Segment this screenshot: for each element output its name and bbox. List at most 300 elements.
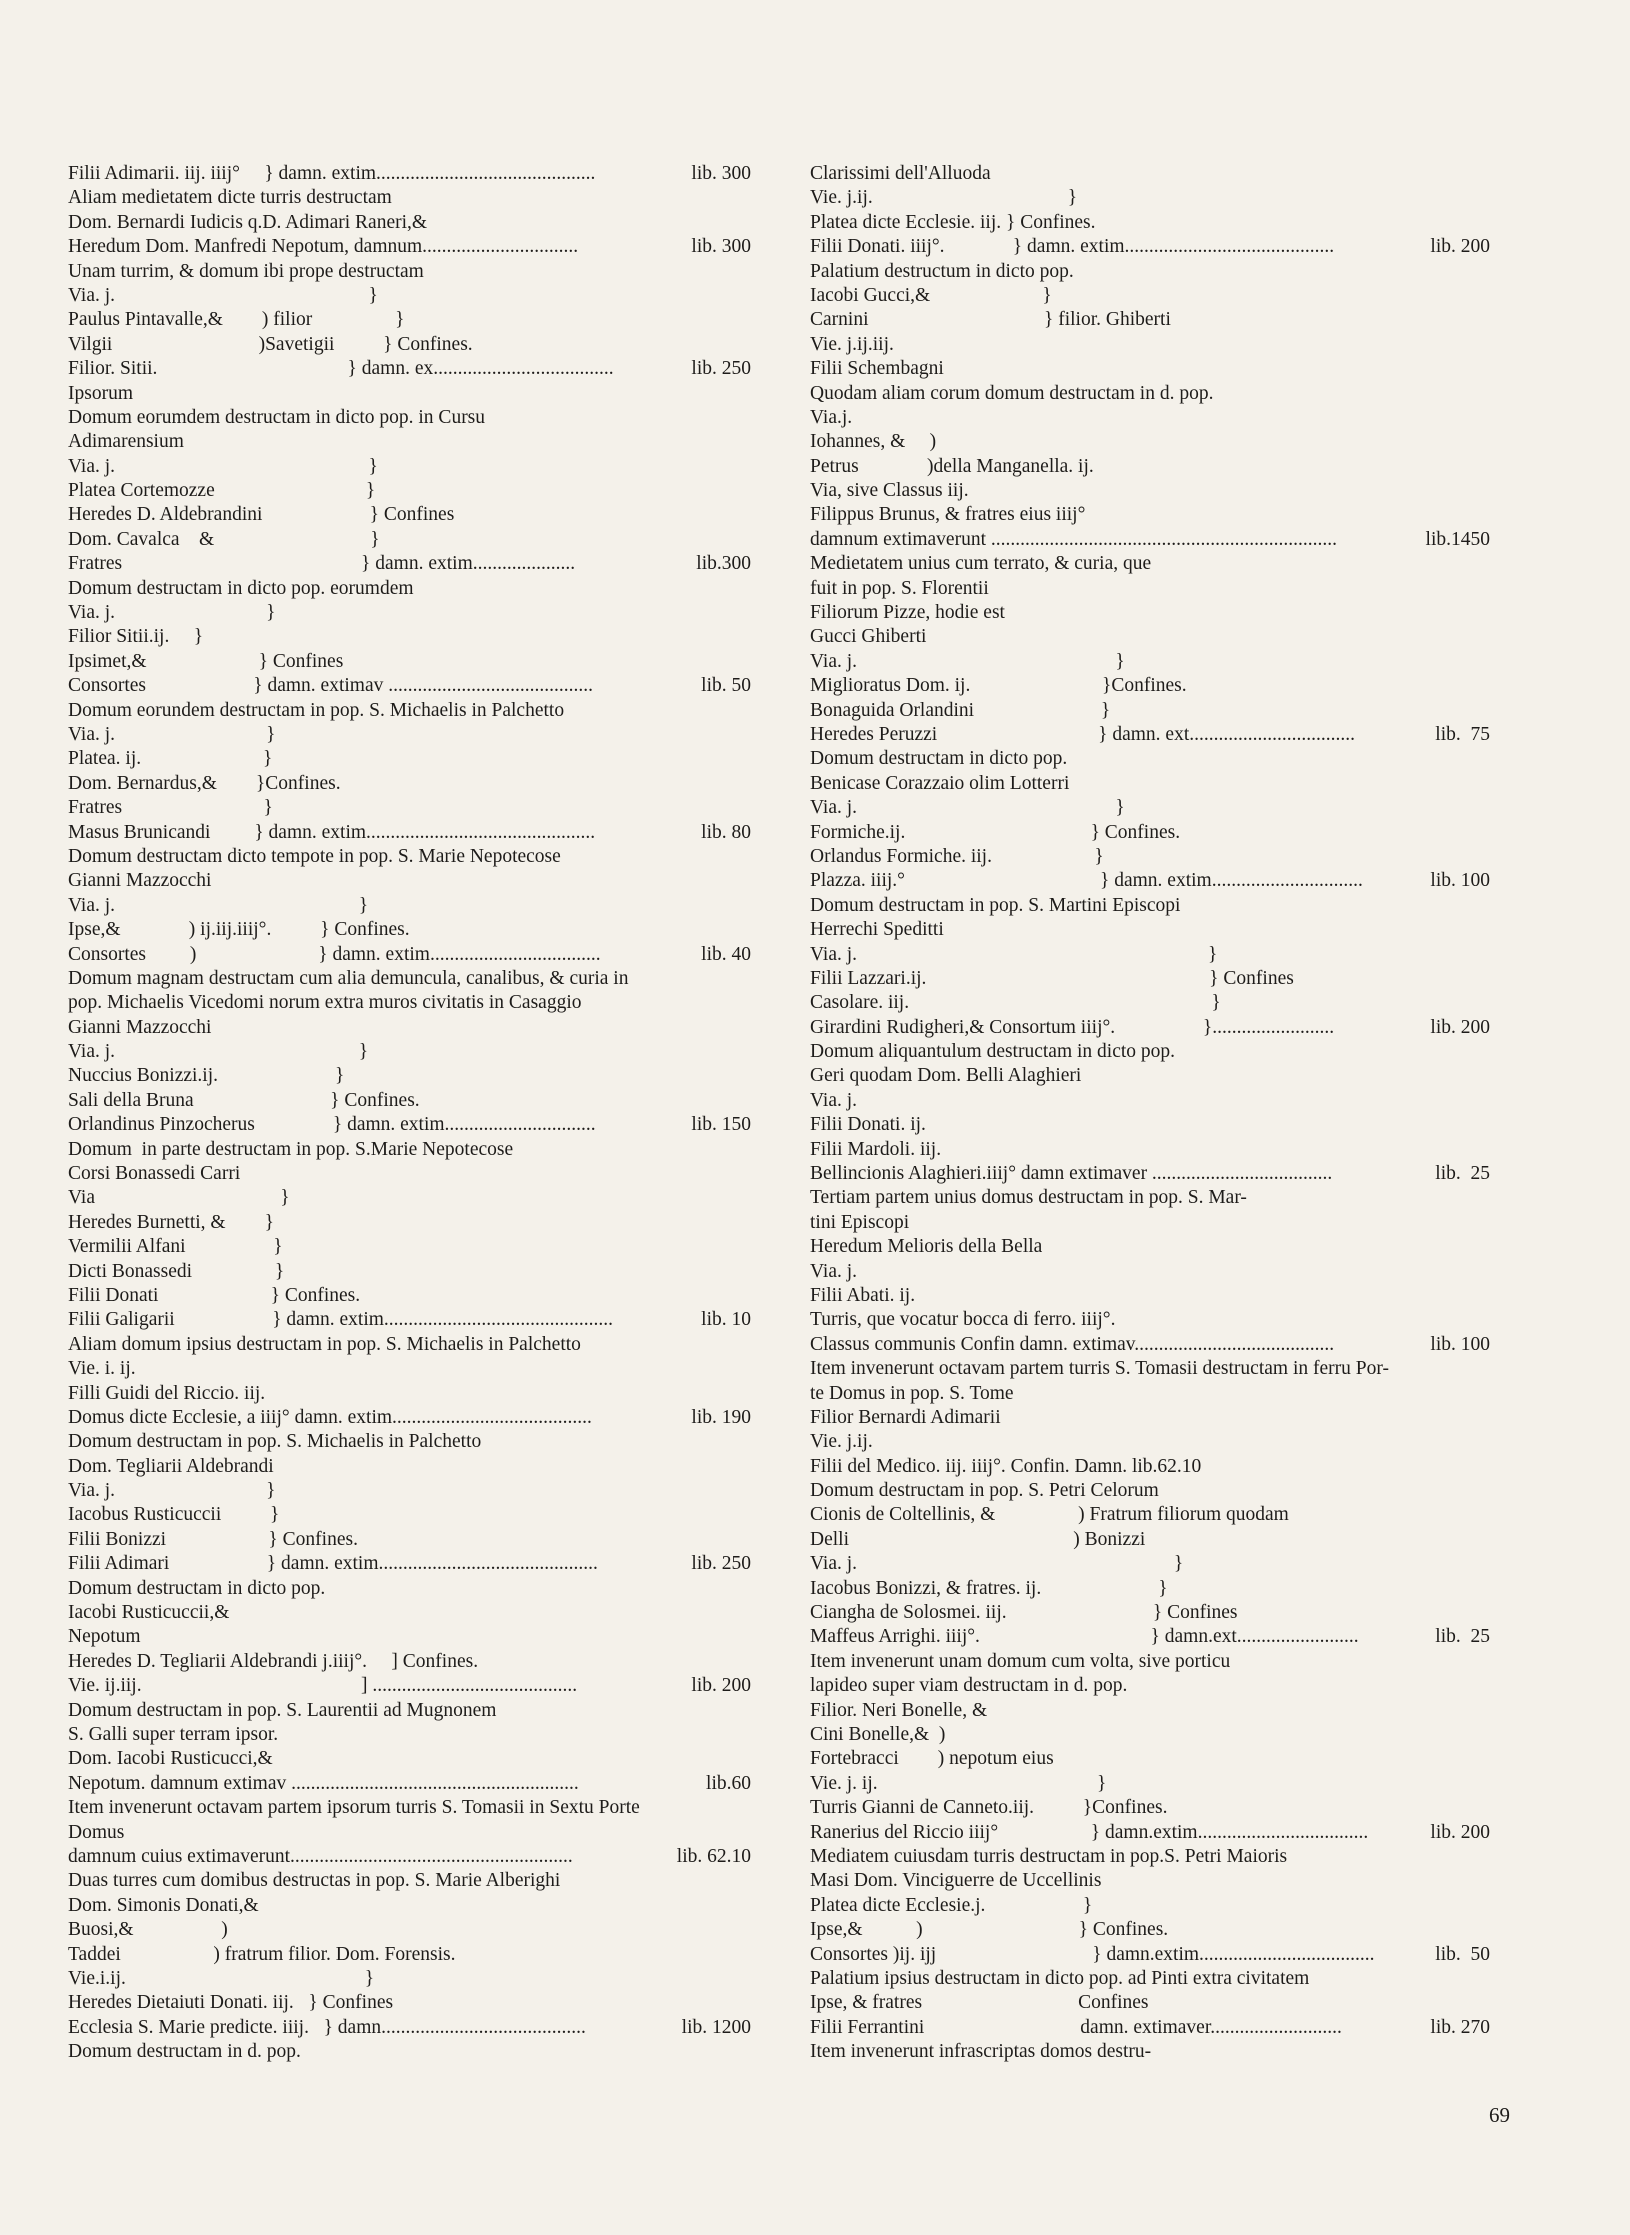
line-text: te Domus in pop. S. Tome — [810, 1382, 1014, 1404]
line-amount: lib. 200 — [1430, 1016, 1490, 1038]
line-text: Iacobus Rusticuccii } — [68, 1504, 280, 1526]
line-text: Domus dicte Ecclesie, a iiij° damn. extim......................................... — [68, 1406, 592, 1428]
line-text: Palatium destructum in dicto pop. — [810, 260, 1074, 282]
line-amount: lib. 200 — [1430, 236, 1490, 258]
line-amount: lib. 25 — [1435, 1163, 1490, 1185]
line-text: Ciangha de Solosmei. iij. } Confines — [810, 1602, 1238, 1624]
line-text: Consortes } damn. extimav .......................................... — [68, 675, 593, 697]
line-text: Vie. i. ij. — [68, 1358, 136, 1380]
line-text: Ipse, & fratres Confines — [810, 1992, 1149, 2014]
text-line — [810, 430, 1490, 454]
text-line — [68, 845, 751, 869]
text-line — [68, 1064, 751, 1088]
line-text: Domum destructam in pop. S. Petri Celorum — [810, 1480, 1159, 1502]
line-text: Turris, que vocatur bocca di ferro. iiij°. — [810, 1309, 1116, 1331]
text-line — [810, 260, 1490, 284]
line-text: Domum destructam in pop. S. Michaelis in Palchetto — [68, 1431, 482, 1453]
text-line — [68, 1284, 751, 1308]
line-text: Filli Guidi del Riccio. iij. — [68, 1382, 266, 1404]
line-amount: lib. 50 — [1435, 1943, 1490, 1965]
line-text: Medietatem unius cum terrato, & curia, que — [810, 553, 1152, 575]
text-line — [810, 1503, 1490, 1527]
line-text: Ipsorum — [68, 382, 133, 404]
text-line — [810, 894, 1490, 918]
text-line — [810, 1674, 1490, 1698]
line-text: Vie. ij.iij. ] .......................................... — [68, 1675, 578, 1697]
line-text: Domum magnam destructam cum alia demuncula, canalibus, & curia in — [68, 967, 629, 989]
line-text: Filior. Sitii. } damn. ex..................................... — [68, 358, 614, 380]
line-text: Filii Mardoli. iij. — [810, 1138, 942, 1160]
line-text: Domum destructam in pop. S. Martini Episcopi — [810, 894, 1181, 916]
text-line — [810, 1089, 1490, 1113]
text-line — [810, 918, 1490, 942]
text-line — [810, 943, 1490, 967]
line-text: Miglioratus Dom. ij. }Confines. — [810, 675, 1187, 697]
line-text: Filii Donati } Confines. — [68, 1284, 361, 1306]
line-text: Turris Gianni de Canneto.iij. }Confines. — [810, 1797, 1168, 1819]
line-text: Benicase Corazzaio olim Lotterri — [810, 772, 1070, 794]
line-text: Fortebracci ) nepotum eius — [810, 1748, 1054, 1770]
text-line — [68, 528, 751, 552]
line-text: Adimarensium — [68, 431, 184, 453]
text-line — [68, 699, 751, 723]
text-line — [68, 1577, 751, 1601]
line-text: Ipse,& ) } Confines. — [810, 1919, 1169, 1941]
text-line — [68, 967, 751, 991]
text-line — [68, 1040, 751, 1064]
text-line — [810, 1821, 1490, 1845]
text-line — [810, 503, 1490, 527]
line-amount: lib. 200 — [691, 1675, 751, 1697]
line-text: Geri quodam Dom. Belli Alaghieri — [810, 1065, 1082, 1087]
line-text: Via. j. } — [68, 723, 276, 745]
line-text: Cionis de Coltellinis, & ) Fratrum filiorum quodam — [810, 1504, 1289, 1526]
line-text: Fratres } — [68, 797, 273, 819]
line-text: Platea dicte Ecclesie. iij. } Confines. — [810, 211, 1096, 233]
text-line — [810, 211, 1490, 235]
line-amount: lib. 300 — [691, 236, 751, 258]
text-line — [68, 479, 751, 503]
line-text: Classus communis Confin damn. extimav......................................... — [810, 1333, 1335, 1355]
line-text: Domum destructam in d. pop. — [68, 2041, 301, 2063]
text-line — [68, 333, 751, 357]
text-line — [68, 1552, 751, 1576]
line-text: Item invenerunt octavam partem turris S. Tomasii destructam in ferru Por- — [810, 1358, 1389, 1380]
line-text: Buosi,& ) — [68, 1919, 228, 1941]
line-text: Masi Dom. Vinciguerre de Uccellinis — [810, 1870, 1102, 1892]
line-text: Domum eorundem destructam in pop. S. Michaelis in Palchetto — [68, 699, 565, 721]
line-text: Girardini Rudigheri,& Consortum iiij°. }......................... — [810, 1016, 1335, 1038]
line-text: Cini Bonelle,& ) — [810, 1724, 946, 1745]
text-line — [810, 1260, 1490, 1284]
text-line — [68, 1455, 751, 1479]
text-line — [68, 1235, 751, 1259]
text-line — [68, 1260, 751, 1284]
text-line — [810, 1235, 1490, 1259]
text-line — [810, 1552, 1490, 1576]
line-amount: lib. 150 — [691, 1114, 751, 1136]
text-line — [68, 869, 751, 893]
line-text: Mediatem cuiusdam turris destructam in pop.S. Petri Maioris — [810, 1845, 1288, 1867]
line-text: S. Galli super terram ipsor. — [68, 1724, 279, 1745]
line-amount: lib. 62.10 — [676, 1845, 751, 1867]
text-line — [68, 1357, 751, 1381]
text-line — [810, 747, 1490, 771]
line-text: Sali della Bruna } Confines. — [68, 1089, 420, 1111]
line-text: damnum extimaverunt ....................................................................... — [810, 528, 1337, 550]
text-line — [810, 1479, 1490, 1503]
line-text: Via.j. — [810, 406, 853, 428]
text-line — [810, 967, 1490, 991]
text-line — [810, 235, 1490, 259]
line-amount: lib. 40 — [701, 943, 751, 965]
line-text: Casolare. iij. } — [810, 992, 1221, 1014]
text-line — [810, 821, 1490, 845]
text-line — [68, 162, 751, 186]
text-line — [68, 723, 751, 747]
text-line — [810, 1284, 1490, 1308]
line-text: Via. j. } — [68, 1480, 276, 1502]
text-line — [68, 2040, 751, 2064]
text-line — [810, 625, 1490, 649]
line-text: Ipsimet,& } Confines — [68, 650, 344, 672]
text-line — [68, 1211, 751, 1235]
line-text: Filippus Brunus, & fratres eius iiij° — [810, 504, 1086, 526]
line-text: Heredes D. Tegliarii Aldebrandi j.iiij°. ] Confines. — [68, 1650, 479, 1672]
line-text: Clarissimi dell'Alluoda — [810, 163, 991, 184]
text-line — [810, 1162, 1490, 1186]
text-line — [810, 1382, 1490, 1406]
line-text: Iacobi Gucci,& } — [810, 284, 1052, 306]
text-line — [810, 991, 1490, 1015]
line-text: Filior Sitii.ij. } — [68, 626, 204, 648]
line-text: Bellincionis Alaghieri.iiij° damn extimaver ..................................... — [810, 1163, 1333, 1185]
text-line — [810, 382, 1490, 406]
line-text: Heredes Peruzzi } damn. ext.................................. — [810, 723, 1355, 745]
line-text: Plazza. iiij.° } damn. extim............................... — [810, 870, 1363, 892]
text-line — [68, 894, 751, 918]
text-line — [68, 1796, 751, 1820]
line-text: Platea Cortemozze } — [68, 480, 376, 502]
text-line — [810, 1430, 1490, 1454]
right-column — [810, 162, 1490, 2064]
text-line — [68, 1430, 751, 1454]
line-text: Nepotum — [68, 1626, 141, 1648]
text-line — [810, 1308, 1490, 1332]
line-text: Quodam aliam corum domum destructam in d. pop. — [810, 382, 1214, 404]
line-text: Consortes ) } damn. extim................................... — [68, 943, 601, 965]
text-line — [68, 1869, 751, 1893]
line-amount: lib. 250 — [691, 358, 751, 380]
line-text: Petrus )della Manganella. ij. — [810, 455, 1094, 477]
text-line — [810, 455, 1490, 479]
text-line — [810, 1186, 1490, 1210]
line-text: Filii Donati. iiij°. } damn. extim........................................... — [810, 236, 1335, 258]
line-text: pop. Michaelis Vicedomi norum extra muros civitatis in Casaggio — [68, 992, 582, 1014]
text-line — [810, 869, 1490, 893]
line-text: Dom. Bernardi Iudicis q.D. Adimari Raneri,& — [68, 211, 428, 233]
line-text: Heredes Burnetti, & } — [68, 1211, 274, 1233]
line-amount: lib. 25 — [1435, 1626, 1490, 1648]
text-line — [68, 1333, 751, 1357]
text-line — [68, 918, 751, 942]
line-text: Filii Adimarii. iij. iiij° } damn. extim............................................. — [68, 163, 596, 184]
line-amount: lib. 270 — [1430, 2016, 1490, 2038]
line-text: Heredum Dom. Manfredi Nepotum, damnum................................ — [68, 236, 579, 258]
line-text: Filii Lazzari.ij. } Confines — [810, 967, 1294, 989]
line-text: Filior Bernardi Adimarii — [810, 1406, 1001, 1428]
line-text: Aliam domum ipsius destructam in pop. S. Michaelis in Palchetto — [68, 1333, 581, 1355]
line-text: Delli ) Bonizzi — [810, 1528, 1146, 1550]
line-amount: lib. 10 — [701, 1309, 751, 1331]
line-text: Unam turrim, & domum ibi prope destructam — [68, 260, 424, 282]
line-text: Via. j. } — [68, 455, 378, 477]
line-text: Iacobi Rusticuccii,& — [68, 1602, 230, 1624]
line-text: Via } — [68, 1187, 290, 1209]
text-line — [810, 1723, 1490, 1747]
text-line — [810, 1333, 1490, 1357]
line-text: Domus — [68, 1821, 125, 1843]
line-text: Via. j. } — [68, 1041, 369, 1063]
text-line — [68, 747, 751, 771]
text-line — [68, 284, 751, 308]
line-text: Heredum Melioris della Bella — [810, 1236, 1043, 1258]
text-line — [810, 1455, 1490, 1479]
text-line — [810, 1869, 1490, 1893]
line-text: Filii Abati. ij. — [810, 1284, 916, 1306]
line-text: Carnini } filior. Ghiberti — [810, 309, 1171, 331]
text-line — [68, 1918, 751, 1942]
text-line — [68, 1503, 751, 1527]
text-line — [810, 1528, 1490, 1552]
line-amount: lib.60 — [706, 1772, 751, 1794]
line-text: Formiche.ij. } Confines. — [810, 821, 1181, 843]
text-line — [68, 503, 751, 527]
line-text: Vie. j.ij. — [810, 1431, 873, 1453]
line-text: Via. j. } — [810, 797, 1125, 819]
text-line — [810, 650, 1490, 674]
text-line — [68, 821, 751, 845]
text-line — [810, 1138, 1490, 1162]
line-amount: lib. 1200 — [681, 2016, 751, 2038]
line-text: Vermilii Alfani } — [68, 1236, 283, 1258]
line-text: Filii Schembagni — [810, 358, 944, 380]
text-line — [810, 528, 1490, 552]
line-text: Ipse,& ) ij.iij.iiij°. } Confines. — [68, 919, 410, 941]
line-text: Iacobus Bonizzi, & fratres. ij. } — [810, 1577, 1168, 1599]
line-text: Domum destructam in pop. S. Laurentii ad Mugnonem — [68, 1699, 497, 1721]
text-line — [68, 357, 751, 381]
text-line — [810, 1845, 1490, 1869]
line-text: Filii Adimari } damn. extim............................................. — [68, 1553, 598, 1575]
text-line — [68, 796, 751, 820]
text-line — [68, 1016, 751, 1040]
line-text: Dom. Bernardus,& }Confines. — [68, 772, 341, 794]
text-line — [68, 1382, 751, 1406]
line-text: Bonaguida Orlandini } — [810, 699, 1111, 721]
line-text: Domum aliquantulum destructam in dicto pop. — [810, 1041, 1176, 1063]
line-text: Item invenerunt unam domum cum volta, sive porticu — [810, 1650, 1231, 1672]
text-line — [68, 625, 751, 649]
text-line — [810, 406, 1490, 430]
line-text: Dom. Iacobi Rusticucci,& — [68, 1748, 273, 1770]
line-text: Dom. Simonis Donati,& — [68, 1894, 259, 1916]
text-line — [68, 1674, 751, 1698]
line-text: Maffeus Arrighi. iiij°. } damn.ext......................... — [810, 1626, 1359, 1648]
text-line — [810, 284, 1490, 308]
line-text: Domum destructam in dicto pop. — [68, 1577, 326, 1599]
line-text: Domum in parte destructam in pop. S.Marie Nepotecose — [68, 1138, 514, 1160]
text-line — [68, 1772, 751, 1796]
text-line — [810, 1016, 1490, 1040]
text-line — [810, 796, 1490, 820]
line-text: Corsi Bonassedi Carri — [68, 1163, 241, 1185]
line-text: Masus Brunicandi } damn. extim............................................... — [68, 821, 596, 843]
line-text: Fratres } damn. extim..................... — [68, 553, 576, 575]
text-line — [810, 845, 1490, 869]
text-line — [810, 162, 1490, 186]
text-line — [810, 1747, 1490, 1771]
text-line — [68, 430, 751, 454]
text-line — [810, 1894, 1490, 1918]
text-line — [68, 2016, 751, 2040]
line-text: Platea dicte Ecclesie.j. } — [810, 1894, 1093, 1916]
line-text: Vie. j. ij. } — [810, 1772, 1107, 1794]
text-line — [68, 1406, 751, 1430]
line-text: Herrechi Speditti — [810, 919, 944, 941]
text-line — [68, 1528, 751, 1552]
text-line — [810, 601, 1490, 625]
text-line — [68, 211, 751, 235]
line-amount: lib. 300 — [691, 163, 751, 184]
line-text: Gianni Mazzocchi — [68, 1016, 212, 1038]
text-line — [68, 1625, 751, 1649]
text-line — [68, 235, 751, 259]
line-text: Filior. Neri Bonelle, & — [810, 1699, 988, 1721]
line-text: Via. j. — [810, 1260, 858, 1282]
text-line — [68, 455, 751, 479]
text-line — [810, 1357, 1490, 1381]
text-line — [68, 1747, 751, 1771]
text-line — [68, 1991, 751, 2015]
text-line — [810, 1699, 1490, 1723]
line-text: Filii Ferrantini damn. extimaver........................... — [810, 2016, 1342, 2038]
line-text: Filii Bonizzi } Confines. — [68, 1528, 358, 1550]
text-line — [810, 1406, 1490, 1430]
line-text: Orlandus Formiche. iij. } — [810, 845, 1104, 867]
line-text: Via. j. } — [68, 284, 378, 306]
line-text: Via. j. } — [810, 1553, 1184, 1575]
text-line — [68, 577, 751, 601]
line-text: Filii Galigarii } damn. extim............................................... — [68, 1309, 614, 1331]
line-text: Paulus Pintavalle,& ) filior } — [68, 309, 405, 331]
line-text: Filii Donati. ij. — [810, 1114, 926, 1136]
text-line — [68, 1967, 751, 1991]
text-line — [810, 1772, 1490, 1796]
text-line — [810, 1650, 1490, 1674]
text-line — [810, 1943, 1490, 1967]
line-text: Dom. Tegliarii Aldebrandi — [68, 1455, 274, 1477]
line-text: Heredes D. Aldebrandini } Confines — [68, 504, 455, 526]
text-line — [810, 1625, 1490, 1649]
line-text: fuit in pop. S. Florentii — [810, 577, 989, 599]
line-text: Heredes Dietaiuti Donati. iij. } Confines — [68, 1992, 394, 2014]
text-line — [810, 479, 1490, 503]
line-amount: lib. 100 — [1430, 1333, 1490, 1355]
line-amount: lib. 190 — [691, 1406, 751, 1428]
text-line — [810, 1796, 1490, 1820]
text-line — [68, 1650, 751, 1674]
line-text: Item invenerunt infrascriptas domos destru- — [810, 2041, 1152, 2063]
line-text: Via. j. } — [810, 650, 1125, 672]
text-line — [810, 1918, 1490, 1942]
text-line — [810, 1040, 1490, 1064]
text-line — [68, 382, 751, 406]
text-line — [68, 1894, 751, 1918]
text-line — [68, 308, 751, 332]
text-line — [68, 943, 751, 967]
line-amount: lib. 200 — [1430, 1821, 1490, 1843]
text-line — [68, 991, 751, 1015]
text-line — [68, 1943, 751, 1967]
line-text: Domum destructam in dicto pop. — [810, 748, 1068, 770]
line-text: Vie.i.ij. } — [68, 1967, 375, 1989]
line-text: Gucci Ghiberti — [810, 626, 927, 648]
text-line — [68, 674, 751, 698]
line-text: Item invenerunt octavam partem ipsorum turris S. Tomasii in Sextu Porte — [68, 1797, 640, 1819]
text-line — [810, 1577, 1490, 1601]
line-text: Filiorum Pizze, hodie est — [810, 602, 1005, 624]
line-text: Vilgii )Savetigii } Confines. — [68, 333, 473, 355]
text-line — [68, 1723, 751, 1747]
text-line — [810, 186, 1490, 210]
text-line — [68, 1138, 751, 1162]
line-amount: lib. 100 — [1430, 870, 1490, 892]
text-line — [68, 1479, 751, 1503]
line-amount: lib.300 — [696, 553, 751, 575]
line-text: Iohannes, & ) — [810, 431, 937, 453]
text-line — [810, 1113, 1490, 1137]
line-text: lapideo super viam destructam in d. pop. — [810, 1675, 1128, 1697]
text-line — [810, 1211, 1490, 1235]
line-text: Taddei ) fratrum filior. Dom. Forensis. — [68, 1943, 456, 1965]
text-line — [810, 308, 1490, 332]
line-amount: lib. 50 — [701, 675, 751, 697]
text-line — [68, 406, 751, 430]
line-text: Gianni Mazzocchi — [68, 870, 212, 892]
line-text: Via. j. — [810, 1089, 858, 1111]
line-text: Via. j. } — [68, 894, 369, 916]
line-text: Nuccius Bonizzi.ij. } — [68, 1065, 345, 1087]
line-amount: lib.1450 — [1425, 528, 1490, 550]
text-line — [68, 601, 751, 625]
line-text: Via. j. } — [810, 943, 1218, 965]
line-text: Consortes )ij. ijj } damn.extim.................................... — [810, 1943, 1375, 1965]
line-text: tini Episcopi — [810, 1211, 910, 1233]
text-line — [68, 1821, 751, 1845]
line-text: Dicti Bonassedi } — [68, 1260, 285, 1282]
text-line — [810, 1064, 1490, 1088]
text-line — [810, 2040, 1490, 2064]
text-line — [810, 723, 1490, 747]
line-text: Domum destructam dicto tempote in pop. S. Marie Nepotecose — [68, 845, 561, 867]
text-line — [68, 1845, 751, 1869]
text-line — [68, 1162, 751, 1186]
line-amount: lib. 75 — [1435, 723, 1490, 745]
text-line — [68, 1308, 751, 1332]
line-text: Domum eorumdem destructam in dicto pop. in Cursu — [68, 406, 486, 428]
line-amount: lib. 80 — [701, 821, 751, 843]
